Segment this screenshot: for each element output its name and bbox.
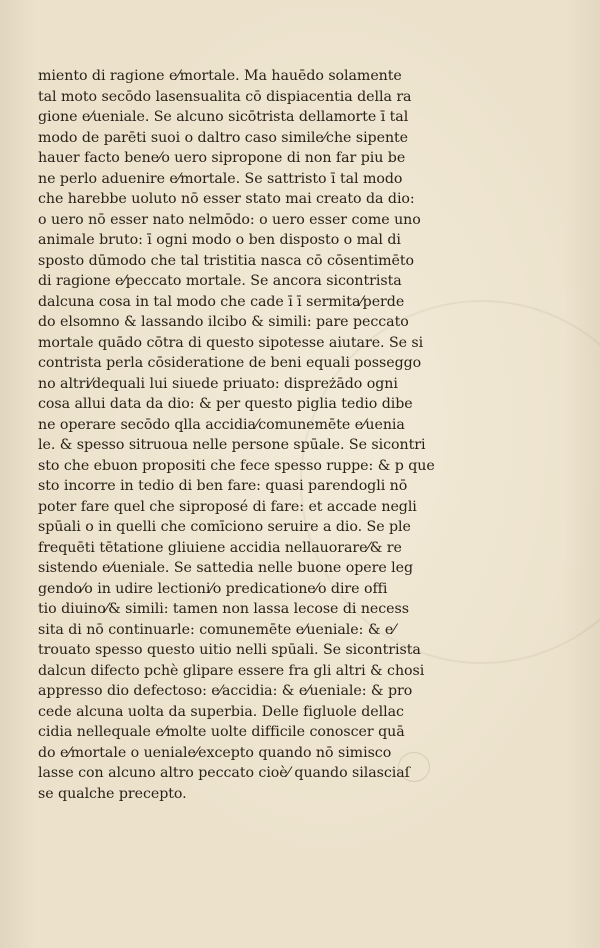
- text-line: spūali o in quelli che comīciono seruire a dio. Se ple: [38, 519, 411, 535]
- text-line: poter fare quel che siproposé di fare: et accade negli: [38, 498, 417, 515]
- text-line: miento di ragione e⁄mortale. Ma hauēdo solamente: [38, 68, 402, 84]
- text-line: mortale quādo cōtra di questo sipotesse aiutare. Se si: [38, 334, 424, 351]
- text-column: [38, 66, 438, 804]
- text-line: contrista perla cōsideratione de beni equali posseggo: [38, 355, 422, 371]
- text-line: dalcun difecto pchè glipare essere fra gli altri & chosi: [38, 662, 425, 679]
- text-line: no altri⁄dequali lui siuede priuato: dispreżādo ogni: [38, 375, 398, 392]
- text-line: sita di nō continuarle: comunemēte e⁄ueniale: & e⁄: [38, 621, 396, 638]
- text-line: modo de parēti suoi o daltro caso simile⁄che sipente: [38, 129, 409, 146]
- text-line: cidia nellequale e⁄molte uolte difficile conoscer quā: [38, 724, 405, 740]
- text-line: cosa allui data da dio: & per questo piglia tedio dibe: [38, 396, 413, 412]
- text-line: do e⁄mortale o ueniale⁄excepto quando nō simisco: [38, 744, 392, 761]
- text-line: frequēti tētatione gliuiene accidia nellauorare⁄& re: [38, 539, 402, 556]
- text-line: tio diuino⁄& simili: tamen non lassa lecose di necess: [38, 601, 409, 617]
- text-line: hauer facto bene⁄o uero sipropone di non far piu be: [38, 150, 406, 166]
- text-line: appresso dio defectoso: e⁄accidia: & e⁄ueniale: & pro: [38, 683, 413, 699]
- text-line: do elsomno & lassando ilcibo & simili: pare peccato: [38, 314, 409, 330]
- text-line: dalcuna cosa in tal modo che cade ī ī sermita⁄perde: [38, 293, 405, 310]
- ink-stain: [398, 752, 430, 782]
- text-line: sto che ebuon propositi che fece spesso ruppe: & p que: [38, 457, 435, 474]
- text-line: sto incorre in tedio di ben fare: quasi parendogli nō: [38, 478, 408, 494]
- text-line: trouato spesso questo uitio nelli spūali. Se sicontrista: [38, 642, 421, 658]
- text-line: animale bruto: ī ogni modo o ben disposto o mal di: [38, 232, 401, 248]
- text-line: lasse con alcuno altro peccato cioè⁄ quando silasciaſ: [38, 765, 410, 781]
- text-line: o uero nō esser nato nelmōdo: o uero esser come uno: [38, 211, 421, 228]
- text-line: sistendo e⁄ueniale. Se sattedia nelle buone opere leg: [38, 560, 413, 576]
- text-line: che harebbe uoluto nō esser stato mai creato da dio:: [38, 191, 415, 207]
- text-line: di ragione e⁄peccato mortale. Se ancora sicontrista: [38, 273, 402, 289]
- text-line: cede alcuna uolta da superbia. Delle figluole dellac: [38, 703, 404, 720]
- text-line: se qualche precepto.: [38, 785, 187, 802]
- text-line: ne perlo aduenire e⁄mortale. Se sattristo ī tal modo: [38, 170, 403, 187]
- text-line: gendo⁄o in udire lectioni⁄o predicatione⁄o dire offi: [38, 580, 388, 597]
- text-line: le. & spesso sitruoua nelle persone spūale. Se sicontri: [38, 437, 426, 453]
- text-line: gione e⁄ueniale. Se alcuno sicōtrista dellamorte ī tal: [38, 109, 409, 125]
- text-line: ne operare secōdo qlla accidia⁄comunemēte e⁄uenia: [38, 416, 405, 433]
- text-line: tal moto secōdo lasensualita cō dispiacentia della ra: [38, 88, 412, 105]
- text-line: sposto dūmodo che tal tristitia nasca cō cōsentimēto: [38, 252, 415, 269]
